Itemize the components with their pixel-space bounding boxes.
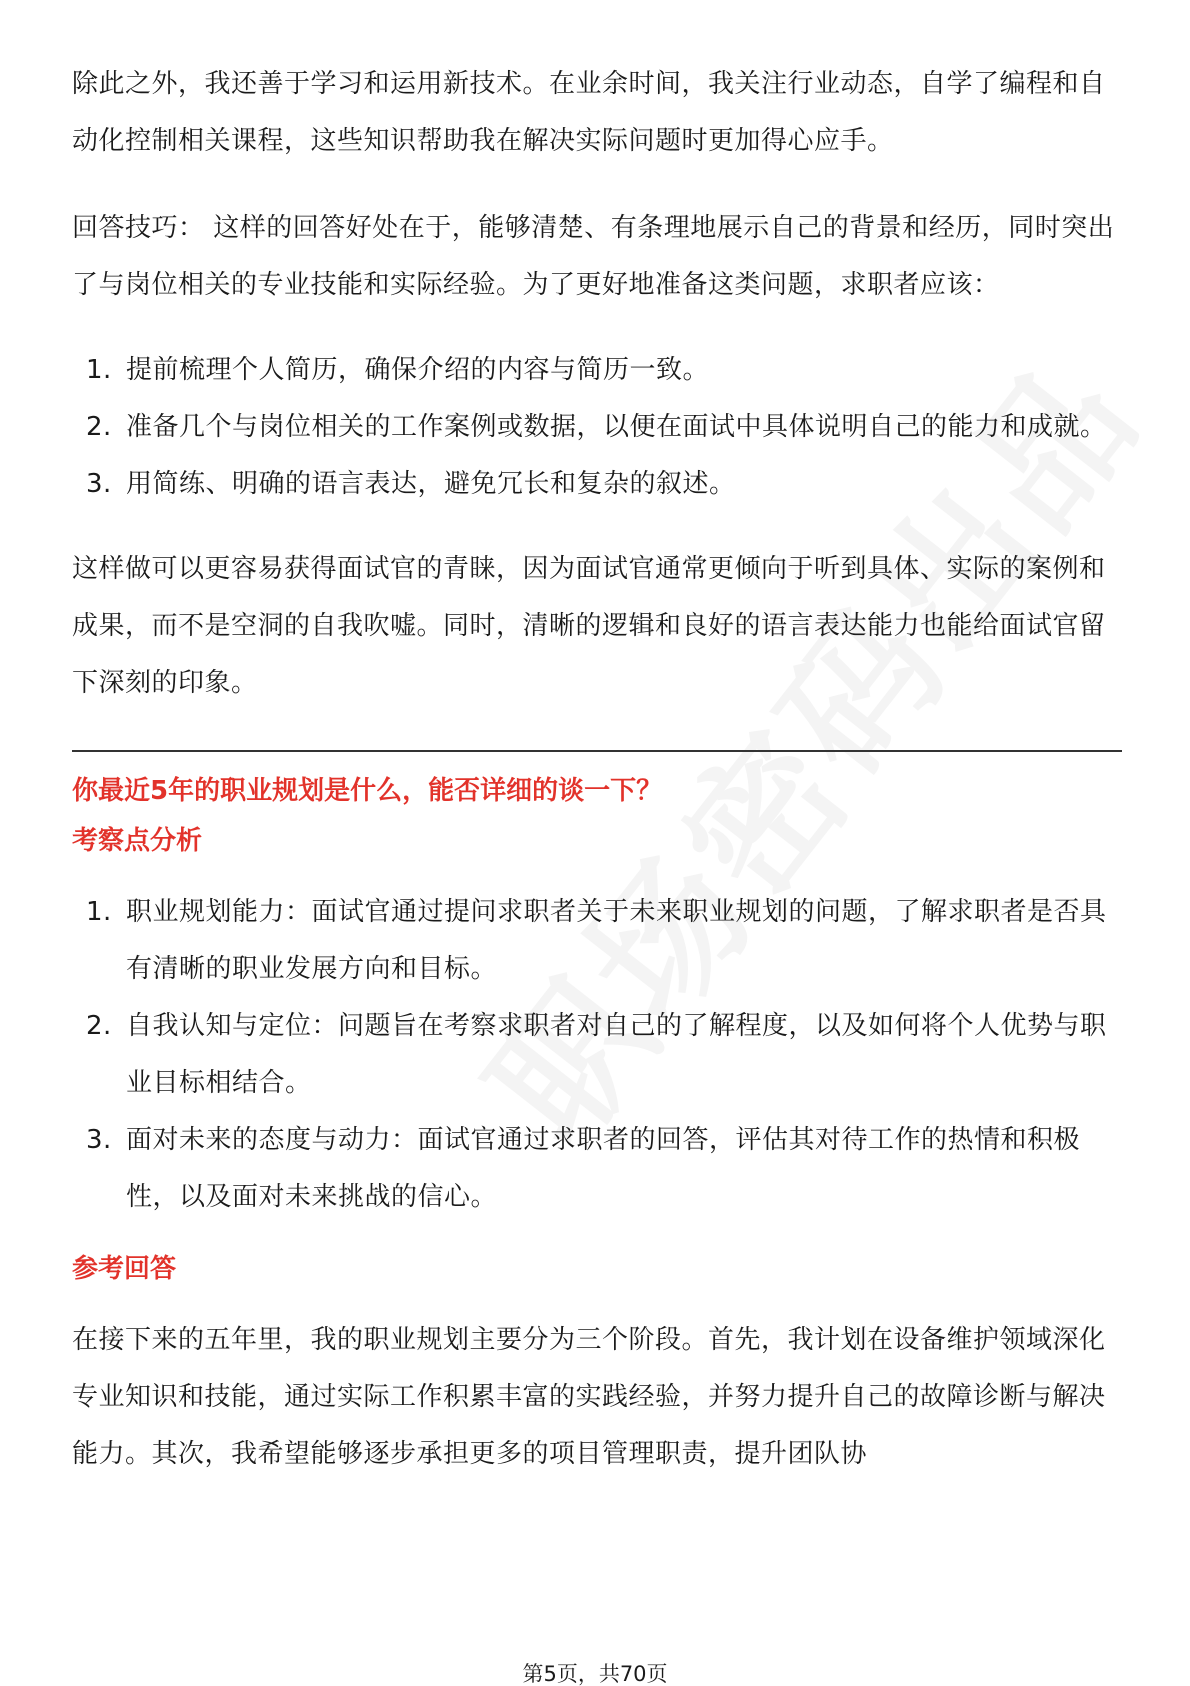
list-item xyxy=(72,884,1122,998)
answer-paragraph: 在接下来的五年里，我的职业规划主要分为三个阶段。首先，我计划在设备维护领域深化专业知识和技能，通过实际工作积累丰富的实践经验，并努力提升自己的故障诊断与解决能力。其次，我希望能够逐步承担更多的项目管理职责，提升团队协 xyxy=(72,1325,1106,1469)
list-item-number: 2. xyxy=(86,1011,112,1041)
list-item-text: 职业规划能力：面试官通过提问求职者关于未来职业规划的问题，了解求职者是否具有清晰的职业发展方向和目标。 xyxy=(126,897,1107,984)
list-item xyxy=(72,998,1122,1112)
list-item-text: 用简练、明确的语言表达，避免冗长和复杂的叙述。 xyxy=(126,469,736,499)
analysis-list xyxy=(72,884,1122,1226)
intro-paragraph: 除此之外，我还善于学习和运用新技术。在业余时间，我关注行业动态，自学了编程和自动化控制相关课程，这些知识帮助我在解决实际问题时更加得心应手。 xyxy=(72,69,1106,156)
page-content xyxy=(72,56,1122,1483)
list-item-number: 1. xyxy=(86,897,112,927)
list-item-number: 2. xyxy=(86,412,112,442)
list-item-number: 1. xyxy=(86,355,112,385)
question-title: 你最近5年的职业规划是什么，能否详细的谈一下？ xyxy=(72,776,663,806)
list-item xyxy=(72,456,1122,513)
list-item-text: 自我认知与定位：问题旨在考察求职者对自己的了解程度，以及如何将个人优势与职业目标相结合。 xyxy=(126,1011,1107,1098)
list-item-number: 3. xyxy=(86,1125,112,1155)
analysis-heading: 考察点分析 xyxy=(72,826,203,856)
tips-paragraph: 回答技巧： 这样的回答好处在于，能够清楚、有条理地展示自己的背景和经历，同时突出了与岗位相关的专业技能和实际经验。为了更好地准备这类问题，求职者应该： xyxy=(72,213,1115,300)
list-item xyxy=(72,399,1122,456)
list-item-text: 准备几个与岗位相关的工作案例或数据，以便在面试中具体说明自己的能力和成就。 xyxy=(126,412,1107,442)
list-item xyxy=(72,1112,1122,1226)
list-item-number: 3. xyxy=(86,469,112,499)
list-item-text: 提前梳理个人简历，确保介绍的内容与简历一致。 xyxy=(126,355,710,385)
tips-list xyxy=(72,342,1122,513)
page-footer: 第5页，共70页 xyxy=(522,1662,668,1686)
list-item-text: 面对未来的态度与动力：面试官通过求职者的回答，评估其对待工作的热情和积极性，以及面对未来挑战的信心。 xyxy=(126,1125,1081,1212)
list-item xyxy=(72,342,1122,399)
tips-conclusion-paragraph: 这样做可以更容易获得面试官的青睐，因为面试官通常更倾向于听到具体、实际的案例和成果，而不是空洞的自我吹嘘。同时，清晰的逻辑和良好的语言表达能力也能给面试官留下深刻的印象。 xyxy=(72,554,1106,698)
answer-heading: 参考回答 xyxy=(72,1254,177,1284)
